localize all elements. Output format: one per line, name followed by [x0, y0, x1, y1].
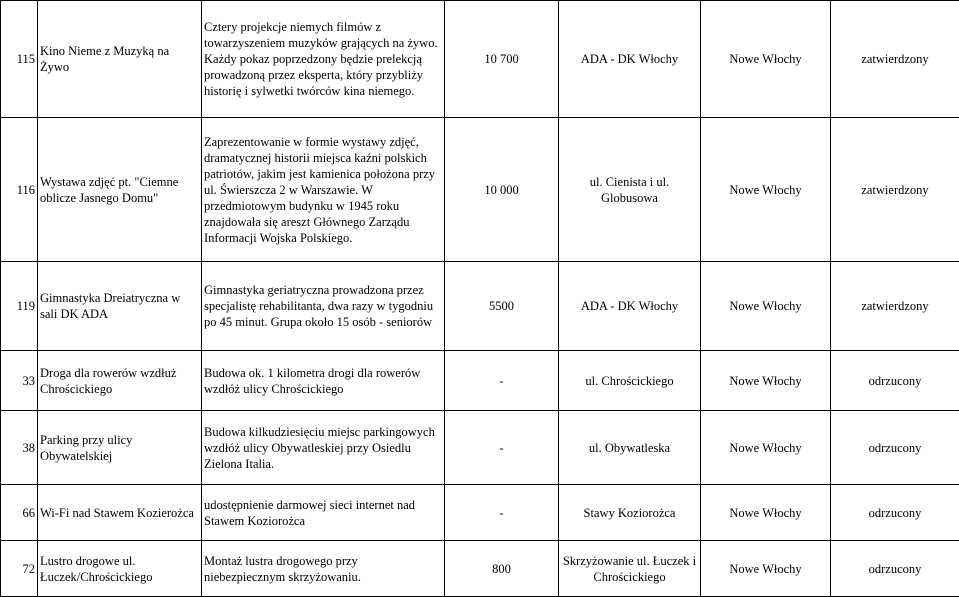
- project-number: 72: [1, 541, 38, 597]
- project-cost: -: [445, 411, 559, 485]
- project-title: Wi-Fi nad Stawem Kozierożca: [38, 485, 202, 541]
- project-cost: 10 700: [445, 1, 559, 118]
- project-district: Nowe Włochy: [701, 351, 831, 411]
- project-description: Budowa ok. 1 kilometra drogi dla rowerów wzdłóż ulicy Chrościckiego: [202, 351, 445, 411]
- project-location: ul. Chrościckiego: [559, 351, 701, 411]
- project-description: udostępnienie darmowej sieci internet nad Stawem Koziorożca: [202, 485, 445, 541]
- project-district: Nowe Włochy: [701, 485, 831, 541]
- table-row: [1, 411, 959, 485]
- project-title: Lustro drogowe ul. Łuczek/Chrościckiego: [38, 541, 202, 597]
- table-row: [1, 262, 959, 351]
- project-status: odrzucony: [831, 485, 959, 541]
- table-row: [1, 118, 959, 262]
- project-location: Stawy Koziorożca: [559, 485, 701, 541]
- table-row: [1, 351, 959, 411]
- project-location: ul. Obywatleska: [559, 411, 701, 485]
- project-status: zatwierdzony: [831, 118, 959, 262]
- project-district: Nowe Włochy: [701, 411, 831, 485]
- project-cost: 10 000: [445, 118, 559, 262]
- project-status: odrzucony: [831, 351, 959, 411]
- project-description: Gimnastyka geriatryczna prowadzona przez specjalistę rehabilitanta, dwa razy w tygodniu po 45 minut. Grupa około 15 osób - seniorów: [202, 262, 445, 351]
- project-title: Parking przy ulicy Obywatelskiej: [38, 411, 202, 485]
- project-status: odrzucony: [831, 411, 959, 485]
- project-title: Kino Nieme z Muzyką na Żywo: [38, 1, 202, 118]
- project-number: 38: [1, 411, 38, 485]
- project-district: Nowe Włochy: [701, 262, 831, 351]
- project-title: Gimnastyka Dreiatryczna w sali DK ADA: [38, 262, 202, 351]
- project-cost: 5500: [445, 262, 559, 351]
- project-cost: 800: [445, 541, 559, 597]
- project-description: Zaprezentowanie w formie wystawy zdjęć, dramatycznej historii miejsca kaźni polskich patriotów, jakim jest kamienica położona przy ul. Świerszcza 2 w Warszawie. W przedmiotowym budynku w 1945 roku znajdowała się areszt Głównego Zarządu Informacji Wojska Polskiego.: [202, 118, 445, 262]
- project-cost: -: [445, 485, 559, 541]
- project-number: 115: [1, 1, 38, 118]
- project-description: Cztery projekcje niemych filmów z towarzyszeniem muzyków grających na żywo. Każdy pokaz poprzedzony będzie prelekcją prowadzoną przez eksperta, który przybliży historię i sylwetki twórców kina niemego.: [202, 1, 445, 118]
- project-number: 116: [1, 118, 38, 262]
- project-status: odrzucony: [831, 541, 959, 597]
- project-number: 66: [1, 485, 38, 541]
- table-row: [1, 1, 959, 118]
- project-location: ul. Cienista i ul. Globusowa: [559, 118, 701, 262]
- project-location: ADA - DK Włochy: [559, 1, 701, 118]
- project-title: Wystawa zdjęć pt. "Ciemne oblicze Jasnego Domu": [38, 118, 202, 262]
- project-district: Nowe Włochy: [701, 1, 831, 118]
- table-row: [1, 541, 959, 597]
- project-description: Budowa kilkudziesięciu miejsc parkingowych wzdłóż ulicy Obywatleskiej przy Osiedlu Zielona Italia.: [202, 411, 445, 485]
- project-location: Skrzyżowanie ul. Łuczek i Chrościckiego: [559, 541, 701, 597]
- project-number: 33: [1, 351, 38, 411]
- project-status: zatwierdzony: [831, 262, 959, 351]
- project-district: Nowe Włochy: [701, 541, 831, 597]
- project-location: ADA - DK Włochy: [559, 262, 701, 351]
- project-cost: -: [445, 351, 559, 411]
- table-row: [1, 485, 959, 541]
- project-title: Droga dla rowerów wzdłuż Chrościckiego: [38, 351, 202, 411]
- project-district: Nowe Włochy: [701, 118, 831, 262]
- project-description: Montaż lustra drogowego przy niebezpiecznym skrzyżowaniu.: [202, 541, 445, 597]
- project-number: 119: [1, 262, 38, 351]
- project-status: zatwierdzony: [831, 1, 959, 118]
